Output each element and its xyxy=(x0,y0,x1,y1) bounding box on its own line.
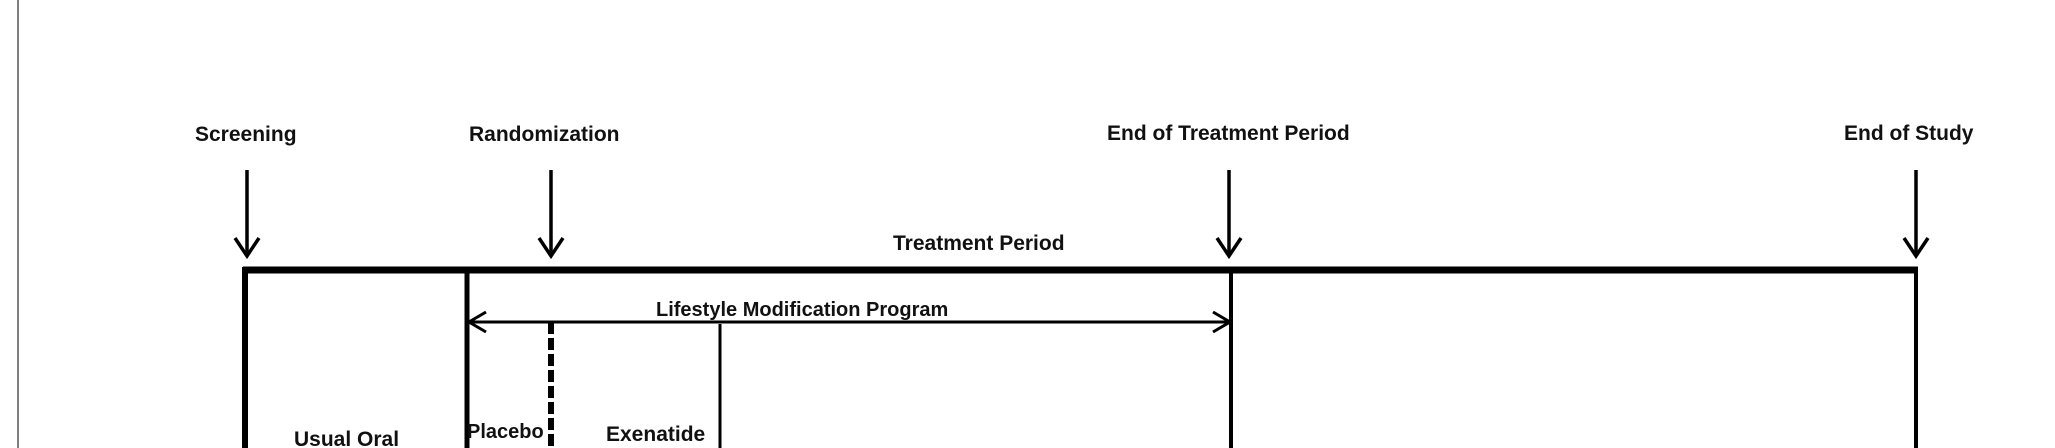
placebo-label: Placebo xyxy=(467,421,544,443)
screening-label: Screening xyxy=(195,123,297,146)
end-of-treatment-arrow-icon xyxy=(1217,170,1241,256)
exenatide-label: Exenatide xyxy=(606,423,706,446)
end-of-treatment-label: End of Treatment Period xyxy=(1107,122,1350,145)
end-of-study-arrow-icon xyxy=(1904,170,1928,256)
treatment-period-label: Treatment Period xyxy=(893,232,1065,255)
screening-arrow-icon xyxy=(235,170,259,256)
end-of-study-label: End of Study xyxy=(1844,122,1974,145)
lifestyle-program-label: Lifestyle Modification Program xyxy=(656,299,949,321)
randomization-label: Randomization xyxy=(469,123,620,146)
randomization-arrow-icon xyxy=(539,170,563,256)
usual-oral-label: Usual Oral xyxy=(294,428,400,448)
